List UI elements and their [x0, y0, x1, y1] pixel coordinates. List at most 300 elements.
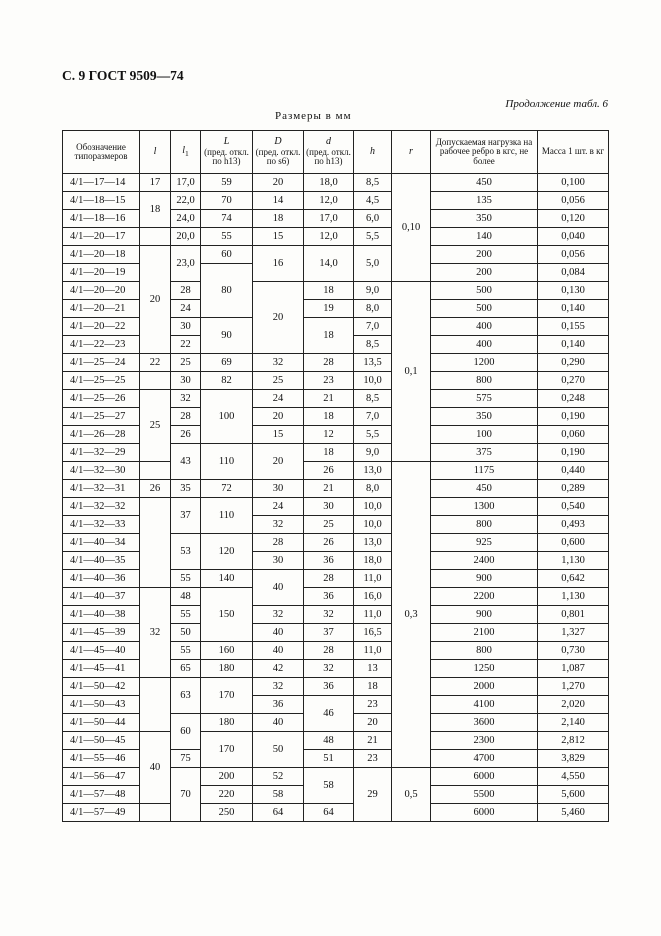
cell-L: 120	[201, 534, 253, 570]
cell-d: 48	[304, 732, 354, 750]
cell-D: 40	[253, 624, 304, 642]
cell-d: 19	[304, 300, 354, 318]
cell-d: 12	[304, 426, 354, 444]
cell-mass: 1,130	[538, 552, 609, 570]
cell-mass: 0,730	[538, 642, 609, 660]
cell-l: 17	[140, 174, 171, 192]
cell-mass: 0,190	[538, 408, 609, 426]
cell-D: 32	[253, 516, 304, 534]
cell-load: 1175	[431, 462, 538, 480]
cell-h: 16,5	[354, 624, 392, 642]
cell-l1: 25	[171, 354, 201, 372]
cell-d: 58	[304, 768, 354, 804]
cell-h: 8,5	[354, 174, 392, 192]
cell-load: 1250	[431, 660, 538, 678]
cell-load: 500	[431, 300, 538, 318]
cell-mass: 0,084	[538, 264, 609, 282]
cell-mass: 0,290	[538, 354, 609, 372]
cell-mass: 0,120	[538, 210, 609, 228]
cell-L: 70	[201, 192, 253, 210]
cell-designation: 4/1—32—33	[63, 516, 140, 534]
cell-L: 180	[201, 660, 253, 678]
cell-mass: 0,056	[538, 246, 609, 264]
cell-mass: 2,140	[538, 714, 609, 732]
cell-l	[140, 462, 171, 480]
cell-d: 21	[304, 480, 354, 498]
cell-L: 170	[201, 678, 253, 714]
cell-h: 10,0	[354, 516, 392, 534]
cell-designation: 4/1—18—15	[63, 192, 140, 210]
cell-mass: 0,140	[538, 336, 609, 354]
cell-h: 23	[354, 750, 392, 768]
header-L: L (пред. откл. по h13)	[201, 131, 253, 174]
cell-L: 90	[201, 318, 253, 354]
cell-mass: 0,540	[538, 498, 609, 516]
cell-D: 40	[253, 714, 304, 732]
cell-L: 60	[201, 246, 253, 264]
cell-mass: 0,642	[538, 570, 609, 588]
cell-d: 18	[304, 408, 354, 426]
table-row	[63, 354, 609, 372]
cell-l: 22	[140, 354, 171, 372]
cell-mass: 0,493	[538, 516, 609, 534]
cell-D: 20	[253, 408, 304, 426]
cell-designation: 4/1—45—40	[63, 642, 140, 660]
cell-d: 36	[304, 552, 354, 570]
cell-load: 900	[431, 606, 538, 624]
cell-D: 52	[253, 768, 304, 786]
cell-d: 64	[304, 804, 354, 822]
dimensions-caption: Размеры в мм	[275, 110, 352, 122]
table-row	[63, 372, 609, 390]
cell-designation: 4/1—40—38	[63, 606, 140, 624]
cell-r: 0,10	[392, 174, 431, 282]
cell-h: 11,0	[354, 570, 392, 588]
cell-D: 20	[253, 174, 304, 192]
cell-l1: 70	[171, 768, 201, 822]
cell-mass: 3,829	[538, 750, 609, 768]
table-row	[63, 462, 609, 480]
cell-h: 11,0	[354, 606, 392, 624]
cell-D: 20	[253, 282, 304, 354]
cell-designation: 4/1—50—42	[63, 678, 140, 696]
table-row	[63, 588, 609, 606]
cell-designation: 4/1—20—21	[63, 300, 140, 318]
header-load: Допускаемая нагрузка на рабочее ребро в кгс, не более	[431, 131, 538, 174]
cell-h: 21	[354, 732, 392, 750]
cell-designation: 4/1—40—35	[63, 552, 140, 570]
cell-l1: 63	[171, 678, 201, 714]
cell-designation: 4/1—20—19	[63, 264, 140, 282]
cell-r: 0,3	[392, 462, 431, 768]
cell-d: 18	[304, 318, 354, 354]
cell-load: 375	[431, 444, 538, 462]
cell-d: 36	[304, 588, 354, 606]
table-row	[63, 192, 609, 210]
cell-mass: 0,140	[538, 300, 609, 318]
header-designation: Обозначение типоразмеров	[63, 131, 140, 174]
cell-load: 925	[431, 534, 538, 552]
cell-h: 13,0	[354, 534, 392, 552]
cell-load: 800	[431, 372, 538, 390]
table-row	[63, 804, 609, 822]
cell-designation: 4/1—18—16	[63, 210, 140, 228]
cell-load: 575	[431, 390, 538, 408]
cell-D: 36	[253, 696, 304, 714]
cell-load: 2300	[431, 732, 538, 750]
cell-l	[140, 498, 171, 588]
cell-mass: 2,812	[538, 732, 609, 750]
cell-h: 5,5	[354, 426, 392, 444]
cell-load: 500	[431, 282, 538, 300]
cell-D: 32	[253, 678, 304, 696]
cell-D: 20	[253, 444, 304, 480]
cell-load: 6000	[431, 804, 538, 822]
cell-D: 50	[253, 732, 304, 768]
cell-mass: 1,130	[538, 588, 609, 606]
cell-designation: 4/1—32—32	[63, 498, 140, 516]
cell-L: 82	[201, 372, 253, 390]
cell-l1: 65	[171, 660, 201, 678]
table-row	[63, 498, 609, 516]
cell-l1: 48	[171, 588, 201, 606]
cell-designation: 4/1—25—24	[63, 354, 140, 372]
cell-L: 69	[201, 354, 253, 372]
cell-designation: 4/1—25—27	[63, 408, 140, 426]
cell-h: 18	[354, 678, 392, 696]
cell-D: 32	[253, 606, 304, 624]
cell-l1: 20,0	[171, 228, 201, 246]
cell-designation: 4/1—20—18	[63, 246, 140, 264]
cell-L: 55	[201, 228, 253, 246]
cell-r: 0,1	[392, 282, 431, 462]
cell-designation: 4/1—25—26	[63, 390, 140, 408]
cell-h: 4,5	[354, 192, 392, 210]
cell-mass: 4,550	[538, 768, 609, 786]
cell-l: 26	[140, 480, 171, 498]
cell-d: 28	[304, 642, 354, 660]
cell-d: 23	[304, 372, 354, 390]
cell-mass: 0,440	[538, 462, 609, 480]
cell-d: 26	[304, 462, 354, 480]
cell-h: 18,0	[354, 552, 392, 570]
cell-mass: 0,155	[538, 318, 609, 336]
cell-load: 400	[431, 318, 538, 336]
cell-h: 20	[354, 714, 392, 732]
cell-L: 160	[201, 642, 253, 660]
table-row	[63, 480, 609, 498]
cell-L: 180	[201, 714, 253, 732]
cell-load: 450	[431, 174, 538, 192]
cell-d: 46	[304, 696, 354, 732]
dimensions-table	[62, 130, 609, 822]
cell-D: 40	[253, 642, 304, 660]
cell-l1: 24,0	[171, 210, 201, 228]
cell-d: 28	[304, 570, 354, 588]
cell-d: 17,0	[304, 210, 354, 228]
cell-d: 28	[304, 354, 354, 372]
cell-load: 200	[431, 246, 538, 264]
cell-h: 5,5	[354, 228, 392, 246]
cell-d: 12,0	[304, 228, 354, 246]
cell-mass: 0,060	[538, 426, 609, 444]
cell-mass: 0,190	[538, 444, 609, 462]
cell-d: 14,0	[304, 246, 354, 282]
cell-D: 42	[253, 660, 304, 678]
cell-D: 58	[253, 786, 304, 804]
cell-l	[140, 804, 171, 822]
cell-l1: 55	[171, 606, 201, 624]
cell-load: 200	[431, 264, 538, 282]
cell-h: 8,0	[354, 300, 392, 318]
cell-r: 0,5	[392, 768, 431, 822]
cell-d: 26	[304, 534, 354, 552]
table-row	[63, 228, 609, 246]
cell-l1: 43	[171, 444, 201, 480]
cell-D: 15	[253, 426, 304, 444]
cell-load: 2100	[431, 624, 538, 642]
cell-h: 7,0	[354, 318, 392, 336]
cell-mass: 5,460	[538, 804, 609, 822]
cell-load: 900	[431, 570, 538, 588]
cell-designation: 4/1—50—44	[63, 714, 140, 732]
cell-l: 25	[140, 390, 171, 462]
cell-l1: 30	[171, 372, 201, 390]
cell-designation: 4/1—45—41	[63, 660, 140, 678]
cell-h: 7,0	[354, 408, 392, 426]
cell-L: 220	[201, 786, 253, 804]
cell-h: 11,0	[354, 642, 392, 660]
cell-mass: 0,040	[538, 228, 609, 246]
header-mass: Масса 1 шт. в кг	[538, 131, 609, 174]
cell-h: 9,0	[354, 282, 392, 300]
table-row	[63, 390, 609, 408]
cell-designation: 4/1—40—37	[63, 588, 140, 606]
cell-L: 72	[201, 480, 253, 498]
cell-mass: 0,100	[538, 174, 609, 192]
cell-h: 10,0	[354, 372, 392, 390]
cell-load: 400	[431, 336, 538, 354]
cell-l1: 22,0	[171, 192, 201, 210]
cell-mass: 0,289	[538, 480, 609, 498]
cell-h: 13,5	[354, 354, 392, 372]
cell-h: 10,0	[354, 498, 392, 516]
cell-mass: 0,600	[538, 534, 609, 552]
cell-load: 4100	[431, 696, 538, 714]
cell-designation: 4/1—45—39	[63, 624, 140, 642]
cell-d: 18	[304, 444, 354, 462]
cell-l1: 22	[171, 336, 201, 354]
cell-D: 28	[253, 534, 304, 552]
cell-load: 2000	[431, 678, 538, 696]
cell-d: 18	[304, 282, 354, 300]
cell-h: 6,0	[354, 210, 392, 228]
cell-L: 110	[201, 444, 253, 480]
cell-h: 8,0	[354, 480, 392, 498]
cell-d: 36	[304, 678, 354, 696]
cell-l	[140, 372, 171, 390]
cell-l1: 55	[171, 570, 201, 588]
page-header: С. 9 ГОСТ 9509—74	[62, 68, 184, 83]
cell-d: 12,0	[304, 192, 354, 210]
cell-d: 37	[304, 624, 354, 642]
cell-load: 100	[431, 426, 538, 444]
cell-l1: 26	[171, 426, 201, 444]
table-header-row	[63, 131, 609, 174]
cell-mass: 1,270	[538, 678, 609, 696]
cell-L: 80	[201, 264, 253, 318]
cell-load: 135	[431, 192, 538, 210]
cell-h: 16,0	[354, 588, 392, 606]
cell-D: 15	[253, 228, 304, 246]
cell-l1: 23,0	[171, 246, 201, 282]
cell-designation: 4/1—56—47	[63, 768, 140, 786]
cell-designation: 4/1—26—28	[63, 426, 140, 444]
header-h: h	[354, 131, 392, 174]
cell-d: 30	[304, 498, 354, 516]
cell-load: 450	[431, 480, 538, 498]
cell-designation: 4/1—20—17	[63, 228, 140, 246]
cell-d: 51	[304, 750, 354, 768]
cell-mass: 5,600	[538, 786, 609, 804]
cell-l1: 28	[171, 408, 201, 426]
cell-load: 5500	[431, 786, 538, 804]
cell-mass: 2,020	[538, 696, 609, 714]
cell-D: 40	[253, 570, 304, 606]
cell-L: 150	[201, 588, 253, 642]
cell-mass: 0,130	[538, 282, 609, 300]
cell-h: 13	[354, 660, 392, 678]
header-r: r	[392, 131, 431, 174]
cell-load: 1200	[431, 354, 538, 372]
cell-h: 8,5	[354, 390, 392, 408]
cell-d: 25	[304, 516, 354, 534]
cell-h: 13,0	[354, 462, 392, 480]
header-d: d (пред. откл. по h13)	[304, 131, 354, 174]
cell-designation: 4/1—20—20	[63, 282, 140, 300]
table-row	[63, 174, 609, 192]
cell-mass: 0,270	[538, 372, 609, 390]
cell-load: 800	[431, 642, 538, 660]
cell-designation: 4/1—50—43	[63, 696, 140, 714]
cell-D: 30	[253, 552, 304, 570]
cell-l1: 17,0	[171, 174, 201, 192]
table-row	[63, 246, 609, 264]
cell-designation: 4/1—50—45	[63, 732, 140, 750]
header-D: D (пред. откл. по s6)	[253, 131, 304, 174]
cell-d: 32	[304, 660, 354, 678]
cell-l1: 32	[171, 390, 201, 408]
cell-load: 3600	[431, 714, 538, 732]
cell-mass: 1,327	[538, 624, 609, 642]
cell-h: 8,5	[354, 336, 392, 354]
cell-l1: 28	[171, 282, 201, 300]
cell-h: 5,0	[354, 246, 392, 282]
cell-l: 18	[140, 192, 171, 228]
cell-L: 100	[201, 390, 253, 444]
cell-l1: 35	[171, 480, 201, 498]
cell-D: 64	[253, 804, 304, 822]
cell-D: 16	[253, 246, 304, 282]
cell-designation: 4/1—57—49	[63, 804, 140, 822]
cell-d: 21	[304, 390, 354, 408]
cell-l1: 60	[171, 714, 201, 750]
cell-mass: 1,087	[538, 660, 609, 678]
cell-l	[140, 678, 171, 732]
cell-l	[140, 228, 171, 246]
cell-l1: 75	[171, 750, 201, 768]
cell-D: 14	[253, 192, 304, 210]
cell-load: 800	[431, 516, 538, 534]
cell-l1: 37	[171, 498, 201, 534]
cell-d: 18,0	[304, 174, 354, 192]
cell-d: 32	[304, 606, 354, 624]
cell-mass: 0,056	[538, 192, 609, 210]
cell-D: 25	[253, 372, 304, 390]
cell-designation: 4/1—57—48	[63, 786, 140, 804]
cell-l: 40	[140, 732, 171, 804]
cell-D: 32	[253, 354, 304, 372]
cell-h: 29	[354, 768, 392, 822]
cell-l: 32	[140, 588, 171, 678]
cell-designation: 4/1—40—34	[63, 534, 140, 552]
cell-l1: 30	[171, 318, 201, 336]
cell-designation: 4/1—17—14	[63, 174, 140, 192]
cell-L: 110	[201, 498, 253, 534]
cell-load: 6000	[431, 768, 538, 786]
cell-l1: 50	[171, 624, 201, 642]
table-continuation-label: Продолжение табл. 6	[505, 98, 608, 110]
cell-designation: 4/1—20—22	[63, 318, 140, 336]
cell-L: 74	[201, 210, 253, 228]
cell-designation: 4/1—55—46	[63, 750, 140, 768]
cell-L: 170	[201, 732, 253, 768]
cell-L: 250	[201, 804, 253, 822]
cell-load: 1300	[431, 498, 538, 516]
cell-l: 20	[140, 246, 171, 354]
cell-L: 140	[201, 570, 253, 588]
cell-D: 18	[253, 210, 304, 228]
cell-h: 9,0	[354, 444, 392, 462]
cell-load: 2400	[431, 552, 538, 570]
cell-mass: 0,801	[538, 606, 609, 624]
table-row	[63, 678, 609, 696]
table-row	[63, 732, 609, 750]
cell-load: 140	[431, 228, 538, 246]
cell-l1: 24	[171, 300, 201, 318]
cell-D: 30	[253, 480, 304, 498]
cell-load: 4700	[431, 750, 538, 768]
cell-L: 200	[201, 768, 253, 786]
cell-D: 24	[253, 390, 304, 408]
cell-L: 59	[201, 174, 253, 192]
header-l: l	[140, 131, 171, 174]
cell-l1: 55	[171, 642, 201, 660]
cell-load: 350	[431, 210, 538, 228]
cell-designation: 4/1—32—29	[63, 444, 140, 462]
cell-designation: 4/1—25—25	[63, 372, 140, 390]
cell-h: 23	[354, 696, 392, 714]
table-body	[63, 174, 609, 822]
cell-designation: 4/1—40—36	[63, 570, 140, 588]
cell-designation: 4/1—22—23	[63, 336, 140, 354]
cell-load: 2200	[431, 588, 538, 606]
header-l1: $l_1$	[171, 131, 201, 174]
cell-designation: 4/1—32—30	[63, 462, 140, 480]
cell-mass: 0,248	[538, 390, 609, 408]
cell-l1: 53	[171, 534, 201, 570]
cell-designation: 4/1—32—31	[63, 480, 140, 498]
